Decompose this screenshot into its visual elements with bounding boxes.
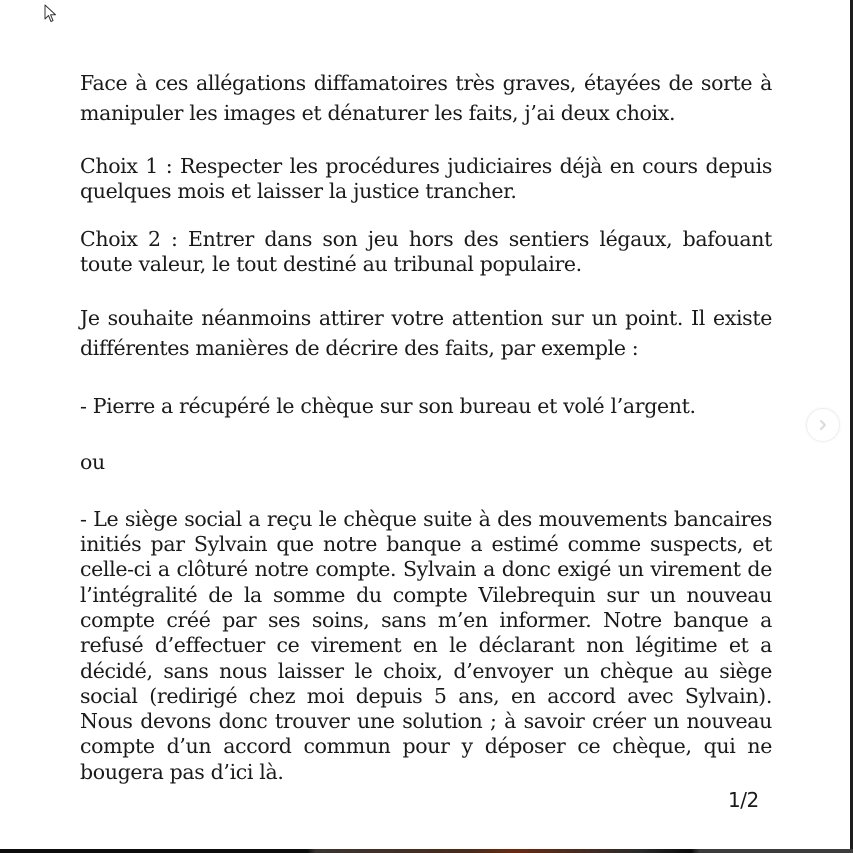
bottom-taskbar-strip bbox=[0, 849, 853, 853]
next-slide-button[interactable] bbox=[806, 408, 840, 442]
mouse-cursor-icon bbox=[44, 4, 58, 24]
paragraph-choice-2: Choix 2 : Entrer dans son jeu hors des sentiers légaux, bafouant toute valeur, le tout destiné au tribunal populaire. bbox=[80, 226, 772, 276]
document-body bbox=[80, 68, 772, 785]
chevron-right-icon bbox=[817, 419, 829, 431]
paragraph-or: ou bbox=[80, 450, 105, 475]
paragraph-intro: Face à ces allégations diffamatoires très graves, étayées de sorte à manipuler les images et dénaturer les faits, j’ai deux choix. bbox=[80, 71, 772, 125]
paragraph-example-1: - Pierre a récupéré le chèque sur son bureau et volé l’argent. bbox=[80, 394, 696, 419]
paragraph-choice-1: Choix 1 : Respecter les procédures judiciaires déjà en cours depuis quelques mois et laisser la justice trancher. bbox=[80, 154, 772, 204]
page-number: 1/2 bbox=[728, 788, 759, 812]
paragraph-attention: Je souhaite néanmoins attirer votre attention sur un point. Il existe différentes manières de décrire des faits, par exemple : bbox=[80, 306, 772, 361]
paragraph-example-2: - Le siège social a reçu le chèque suite à des mouvements bancaires initiés par Sylvain que notre banque a estimé comme suspects, et celle-ci a clôturé notre compte. Sylvain a donc exigé un virement de l’intégralité de la somme du compte Vilebrequin sur un nouveau compte créé par ses soins, sans m’en informer. Notre banque a refusé d’effectuer ce virement en le déclarant non légitime et a décidé, sans nous laisser le choix, d’envoyer un chèque au siège social (redirigé chez moi depuis 5 ans, en accord avec Sylvain). Nous devons donc trouver une solution ; à savoir créer un nouveau compte d’un accord commun pour y déposer ce chèque, qui ne bougera pas d’ici là. bbox=[80, 506, 772, 784]
